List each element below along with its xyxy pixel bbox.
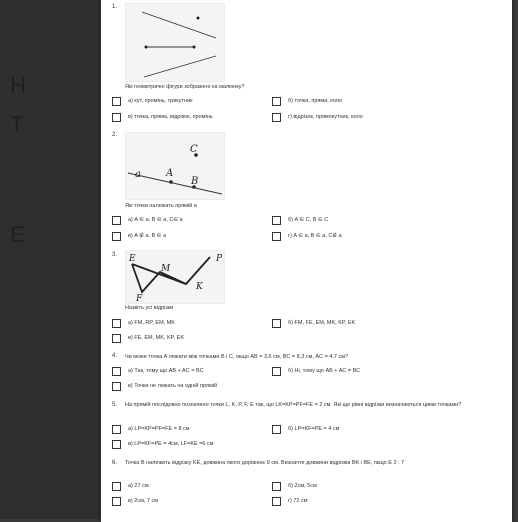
answer-checkbox[interactable] bbox=[272, 232, 281, 241]
question-prompt: Чи може точка A лежати між точками B і C, якщо AB = 3,6 см, BC = 8,3 см, AC = 4,7 см? bbox=[125, 354, 349, 360]
question-prompt: Які геометричні фігури зображені на малюнку? bbox=[125, 84, 245, 90]
answer-checkbox[interactable] bbox=[272, 367, 281, 376]
geometry-figure-2 bbox=[126, 133, 224, 199]
question-number: 1. bbox=[112, 4, 118, 10]
answer-checkbox[interactable] bbox=[272, 216, 281, 225]
background-glyph: H bbox=[10, 73, 26, 98]
answer-checkbox[interactable] bbox=[112, 319, 121, 328]
question-number: 4. bbox=[112, 353, 118, 359]
question-figure bbox=[125, 132, 225, 200]
point bbox=[197, 17, 200, 20]
answer-checkbox[interactable] bbox=[112, 232, 121, 241]
answer-checkbox[interactable] bbox=[272, 425, 281, 434]
answer-checkbox[interactable] bbox=[272, 319, 281, 328]
point bbox=[193, 46, 196, 49]
question-number: 6. bbox=[112, 460, 118, 466]
question-prompt: Назвіть усі відрізки bbox=[125, 305, 174, 311]
point-a bbox=[169, 180, 173, 184]
answer-checkbox[interactable] bbox=[112, 334, 121, 343]
answer-checkbox[interactable] bbox=[112, 367, 121, 376]
geometry-figure-1 bbox=[126, 4, 224, 81]
ray bbox=[142, 12, 216, 38]
worksheet-page bbox=[101, 0, 512, 522]
label-m: M bbox=[161, 264, 171, 274]
label-point-a: A bbox=[166, 168, 174, 179]
answer-option[interactable]: б) точка, пряма, коло bbox=[272, 95, 342, 107]
answer-option[interactable]: б) LP=KF=PE = 4 см bbox=[272, 423, 339, 435]
label-e: E bbox=[129, 254, 136, 264]
answer-option[interactable]: б) A ∈ C, B ∈ C bbox=[272, 214, 328, 226]
answer-checkbox[interactable] bbox=[272, 113, 281, 122]
answer-option[interactable]: б) Ні, тому що AB + AC ≠ BC bbox=[272, 365, 360, 377]
answer-option[interactable]: а) A ∈ a, B ∈ a, C∈ a bbox=[112, 214, 183, 226]
answer-option[interactable]: а) Так, тому що AB + AC = BC bbox=[112, 365, 204, 377]
question-prompt: Точка B належить відрізку KE, довжина якого дорівнює 9 см. Визначте довжини відрізків BK і BE, якщо E 2 : 7 bbox=[125, 460, 405, 466]
answer-option[interactable]: а) 27 см bbox=[112, 480, 149, 492]
answer-option[interactable]: б) FM, FE, EM, MK, KP, EK bbox=[272, 317, 355, 329]
line-a bbox=[128, 173, 222, 194]
answer-option[interactable]: в) Точки не лежать на одній прямій bbox=[112, 380, 217, 392]
label-p: P bbox=[216, 254, 223, 264]
answer-option[interactable]: г) відрізок, прямокутник, коло bbox=[272, 111, 363, 123]
answer-option[interactable]: б) 2см, 5см bbox=[272, 480, 317, 492]
answer-option[interactable]: г) 72 см bbox=[272, 495, 308, 507]
question-number: 5. bbox=[112, 402, 118, 408]
question-prompt: На прямій послідовно позначено точки L, K, P, F, E так, що LK=KP=PF=FE = 2 см. Які ще рівні відрізки визначаються цими точками? bbox=[125, 402, 462, 408]
answer-option[interactable]: в) точка, пряма, відрізок, промінь bbox=[112, 111, 213, 123]
answer-option[interactable]: а) кут, промінь, трикутник bbox=[112, 95, 193, 107]
label-point-b: B bbox=[191, 176, 199, 187]
label-point-c: C bbox=[190, 144, 198, 155]
line bbox=[144, 56, 216, 77]
answer-option[interactable]: а) FM, RP, EM, MK bbox=[112, 317, 175, 329]
answer-checkbox[interactable] bbox=[112, 216, 121, 225]
answer-checkbox[interactable] bbox=[272, 497, 281, 506]
question-figure bbox=[125, 3, 225, 82]
answer-checkbox[interactable] bbox=[112, 440, 121, 449]
answer-checkbox[interactable] bbox=[272, 97, 281, 106]
answer-option[interactable]: а) LP=KP=PF=FE = 8 см bbox=[112, 423, 190, 435]
question-prompt: Які точки належать прямій a bbox=[125, 203, 197, 209]
answer-checkbox[interactable] bbox=[272, 482, 281, 491]
background-glyph: E bbox=[10, 222, 25, 247]
label-a: a bbox=[135, 169, 141, 180]
question-figure bbox=[125, 250, 225, 304]
answer-option[interactable]: г) A ∈ a, B ∈ a, C∉ a bbox=[272, 230, 342, 242]
answer-checkbox[interactable] bbox=[112, 113, 121, 122]
answer-checkbox[interactable] bbox=[112, 382, 121, 391]
answer-option[interactable]: в) A ∉ a, B ∈ a bbox=[112, 230, 166, 242]
question-number: 2. bbox=[112, 132, 118, 138]
question-number: 3. bbox=[112, 252, 118, 258]
label-k: K bbox=[196, 282, 203, 292]
geometry-figure-3 bbox=[126, 251, 224, 303]
answer-option[interactable]: в) FE, EM, MK, KP, EK bbox=[112, 332, 184, 344]
answer-checkbox[interactable] bbox=[112, 497, 121, 506]
answer-checkbox[interactable] bbox=[112, 97, 121, 106]
answer-option[interactable]: в) LP=KF=PE = 4см, LF=KE =6 см bbox=[112, 438, 214, 450]
background-glyph: T bbox=[10, 112, 24, 137]
point bbox=[145, 46, 148, 49]
answer-checkbox[interactable] bbox=[112, 425, 121, 434]
answer-option[interactable]: в) 2см, 7 см bbox=[112, 495, 158, 507]
answer-checkbox[interactable] bbox=[112, 482, 121, 491]
segment-ek bbox=[132, 264, 186, 284]
label-f: F bbox=[136, 294, 143, 303]
